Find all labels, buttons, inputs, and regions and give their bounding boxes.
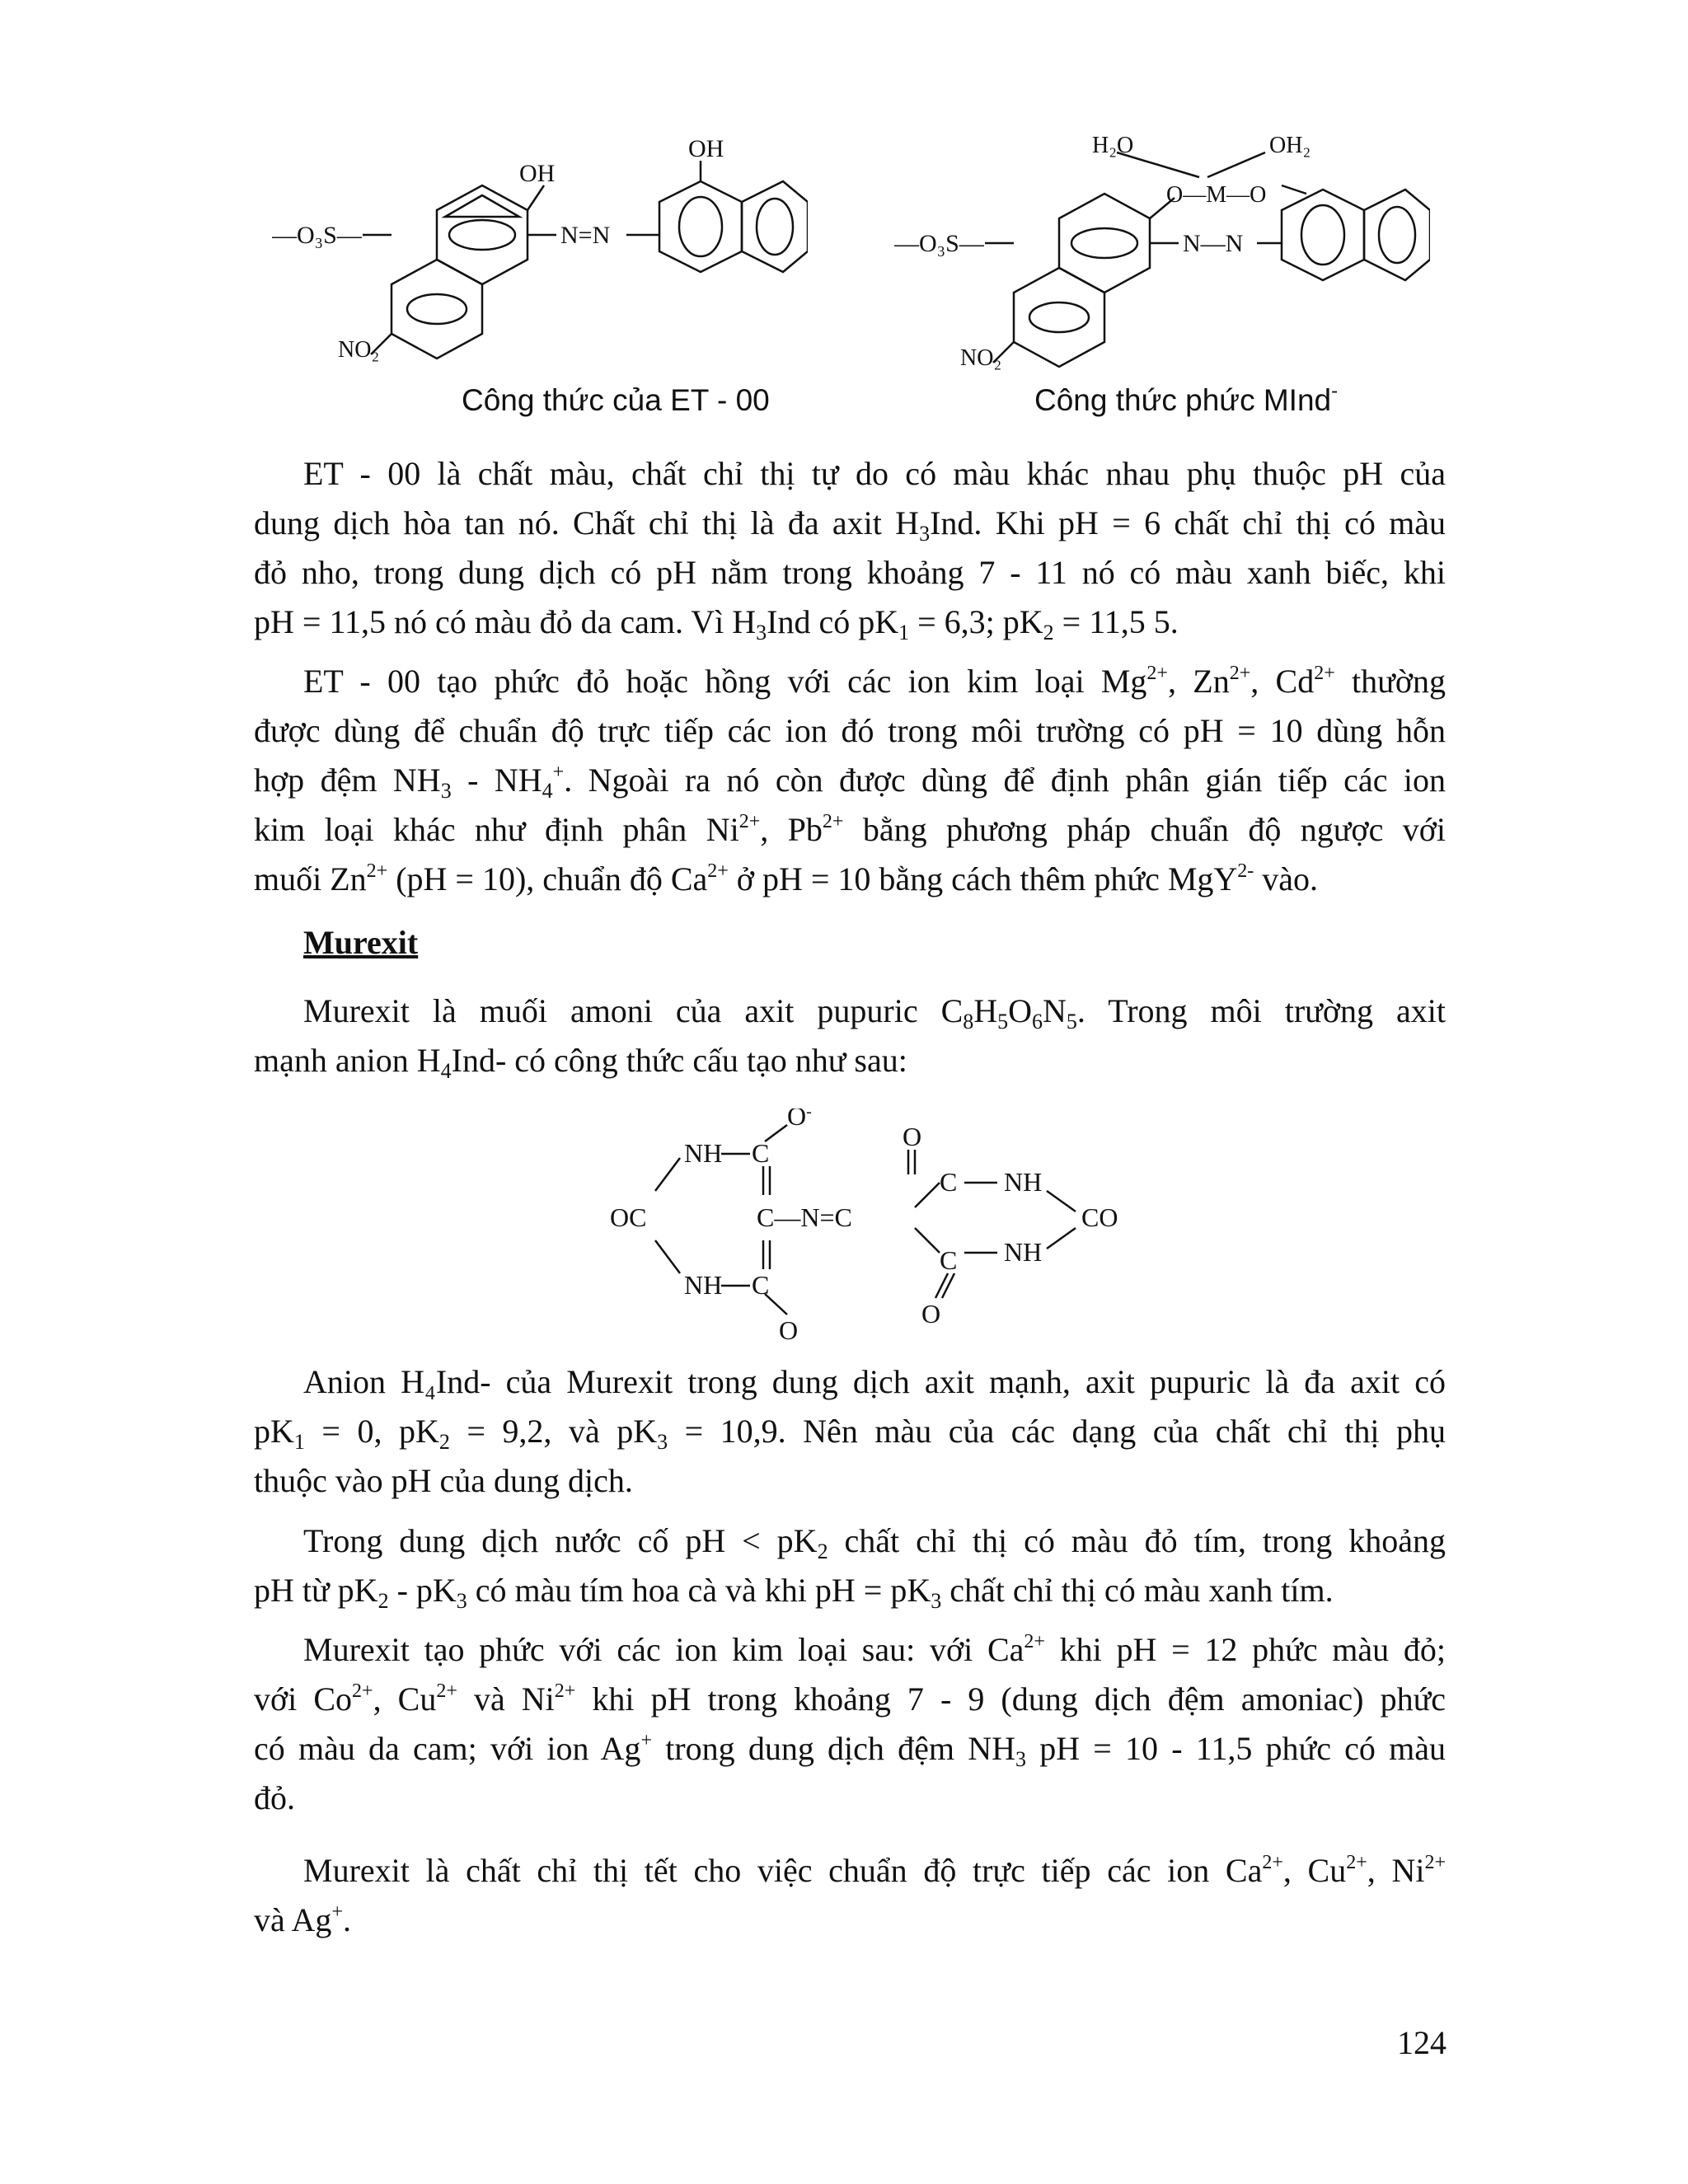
o-label-1: O [779,1315,799,1345]
o-label-2: O [903,1122,922,1151]
nh-label-3: NH [1004,1167,1043,1197]
p1-line2: dung dịch hòa tan nó. Chất chỉ thị là đa axit $H_3Ind$. Khi pH = 6 chất chỉ thị có màu [254,504,1446,546]
azo-label: N=N [560,222,611,249]
oc-label: OC [610,1202,647,1232]
no2-label-2: NO₂ [960,345,1002,371]
c-n-c-label: C—N=C [757,1202,852,1232]
paragraph-murexit-intro [254,987,1446,1085]
c-label-3: C [940,1167,958,1197]
oh-label: OH [519,160,556,187]
paragraph-murexit-colors [254,1516,1446,1615]
co-label: CO [1081,1202,1118,1232]
p7-line2: và Ag+. [254,1901,351,1938]
p2-line3: hợp đệm $NH_3 - NH_4^+$. Ngoài ra nó còn được dùng để định phân gián tiếp các ion [254,762,1447,803]
nn-label: N—N [1183,230,1244,257]
c-label-2: C [752,1270,770,1300]
paragraph-et00-colors [254,449,1446,647]
nh-label-4: NH [1004,1237,1043,1267]
p1-line4: pH = 11,5 nó có màu đỏ da cam. Vì $H_3Ind$ có $pK_1 = 6,3$; $pK_2 = 11,5$ 5. [254,603,1179,644]
p3-line2: mạnh anion $H_4Ind-$ có công thức cấu tạo như sau: [254,1042,907,1083]
p7-line1: Murexit là chất chỉ thị tết cho việc chuẩn độ trực tiếp các ion $Ca^{2+}$, $Cu^{2+}$, $Ni^{2+}$ [303,1852,1447,1889]
page-number: 124 [1397,2024,1447,2061]
nh-label-2: NH [684,1270,723,1300]
h2o-label: H₂O [1092,136,1134,158]
p2-line5: muối $Zn^{2+}$ (pH = 10), chuẩn độ $Ca^{2+}$ ở pH = 10 bằng cách thêm phức MgY$^{2-}$ vào. [254,860,1319,898]
p6-line1: Murexit tạo phức với các ion kim loại sau: với $Ca^{2+}$ khi pH = 12 phức màu đỏ; [303,1631,1446,1668]
oh2-label: OH₂ [1269,136,1311,158]
et00-structure [272,136,808,417]
c-label-1: C [752,1138,770,1168]
paragraph-murexit-complexes [254,1625,1446,1823]
so3-label-2: —O₃S— [894,230,984,257]
o-label-3: O [921,1299,941,1329]
oh-label-2: OH [688,136,724,162]
p6-line2: với $Co^{2+}$, $Cu^{2+}$ và $Ni^{2+}$ khi pH trong khoảng 7 - 9 (dung dịch đệm amoniac) phức [254,1680,1447,1718]
paragraph-murexit-usage [254,1846,1446,1945]
p4-line1: Anion H₄Ind- của Murexit trong dung dịch axit mạnh, axit pupuric là đa axit có [303,1363,1446,1400]
p6-line3: có màu da cam; với ion Ag+ trong dung dịch đệm $NH_3$ pH = 10 - 11,5 phức có màu [254,1730,1446,1771]
mind-structure [894,136,1430,417]
so3-label: —O₃S— [272,222,362,249]
et00-caption: Công thức của ET - 00 [462,383,770,417]
o-minus-label: O- [787,1108,812,1131]
p3-line1: Murexit là muối amoni của axit pupuric $C_8H_5O_6N_5$. Trong môi trường axit [303,992,1446,1033]
nh-label-1: NH [684,1138,723,1168]
c-label-4: C [940,1245,958,1275]
p2-line4: kim loại khác như định phân $Ni^{2+}$, $Pb^{2+}$ bằng phương pháp chuẩn độ ngược với [254,811,1446,848]
mind-caption-sup: - [1331,380,1339,402]
p2-line2: được dùng để chuẩn độ trực tiếp các ion đó trong môi trường có pH = 10 dùng hỗn [254,712,1446,749]
no2-label: NO₂ [338,337,380,363]
p6-line4: đỏ. [254,1779,295,1816]
paragraph-et00-complexes [254,657,1446,904]
paragraph-murexit-pk [254,1357,1446,1506]
structures-figure [272,136,1426,433]
p1-line1: ET - 00 là chất màu, chất chỉ thị tự do có màu khác nhau phụ thuộc pH của [303,455,1446,492]
p5-line1: Trong dung dịch nước cố pH < $pK_2$ chất chỉ thị có màu đỏ tím, trong khoảng [303,1522,1446,1563]
mind-caption: Công thức phức MInd [1034,383,1332,417]
p5-line2: pH từ $pK_2 - pK_3$ có màu tím hoa cà và khi pH = $pK_3$ chất chỉ thị có màu xanh tím. [254,1572,1334,1613]
p4-line3: thuộc vào pH của dung dịch. [254,1462,633,1499]
omo-label: O—M—O [1166,182,1267,208]
murexit-structure [577,1108,1137,1352]
p4-line2: $pK_1 = 0$, $pK_2 = 9,2$, và $pK_3 = 10,9$. Nên màu của các dạng của chất chỉ thị phụ [254,1413,1446,1454]
murexit-heading: Murexit [303,924,419,961]
p2-line1: ET - 00 tạo phức đỏ hoặc hồng với các ion kim loại $Mg^{2+}$, $Zn^{2+}$, $Cd^{2+}$ thường [303,663,1446,700]
p1-line3: đỏ nho, trong dung dịch có pH nằm trong khoảng 7 - 11 nó có màu xanh biếc, khi [254,554,1446,591]
